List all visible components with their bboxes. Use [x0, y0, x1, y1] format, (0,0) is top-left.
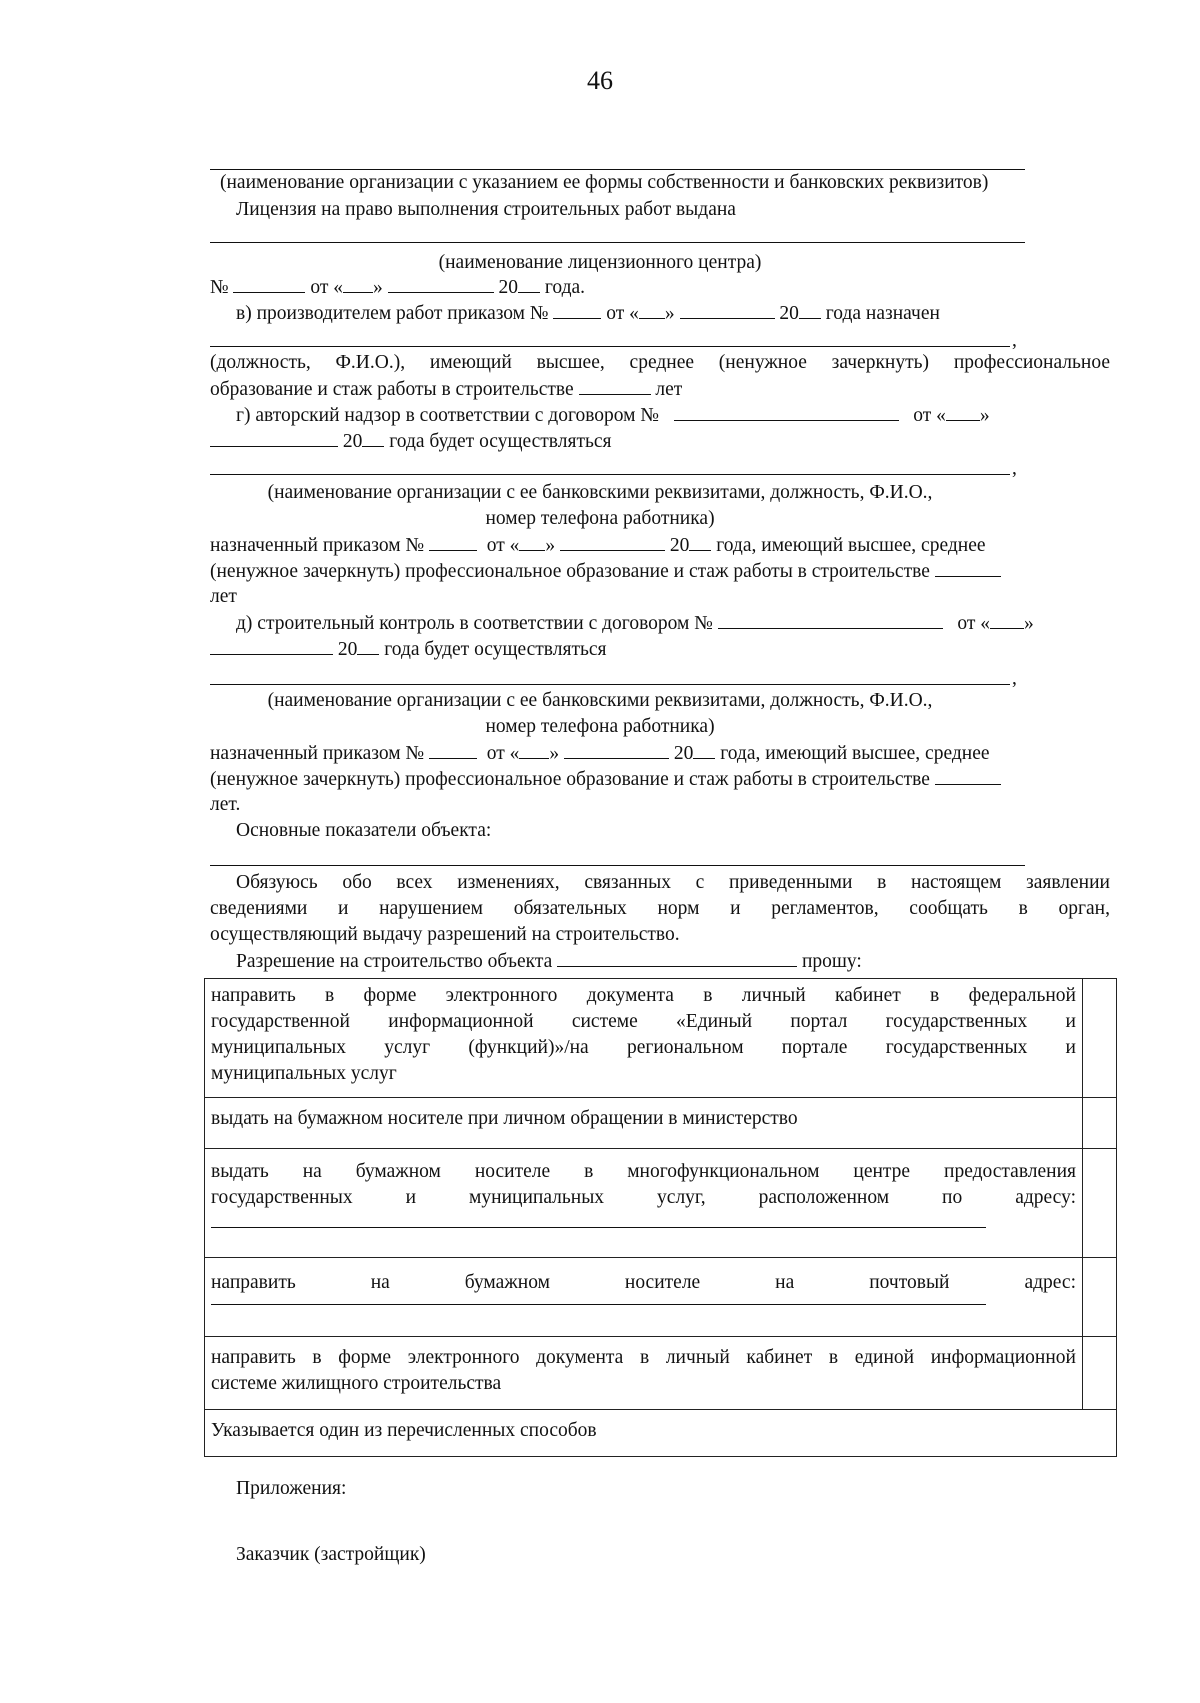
attachments-label: Приложения: — [236, 1478, 347, 1499]
license-line: Лицензия на право выполнения строительных работ выдана — [236, 199, 736, 220]
commitment-line3: осуществляющий выдачу разрешений на строительство. — [210, 924, 680, 945]
item-d-lead: д) строительный контроль в соответствии с договором № — [236, 613, 713, 634]
item-v-experience-field[interactable] — [579, 376, 651, 395]
item-g-appointed-month[interactable] — [560, 532, 665, 551]
option-text — [205, 1098, 1083, 1149]
delivery-options-table — [204, 978, 1117, 1457]
item-d-comma: , — [1012, 668, 1017, 689]
option-4-checkbox[interactable] — [1083, 1258, 1117, 1337]
item-v-line — [236, 300, 940, 327]
item-g-month[interactable] — [210, 428, 338, 447]
license-year-field[interactable] — [518, 274, 540, 293]
request-line — [236, 948, 862, 975]
item-v-line1: (должность, Ф.И.О.), имеющий высшее, среднее (ненужное зачеркнуть) профессиональное — [210, 352, 1110, 373]
item-d-year-field[interactable] — [357, 636, 379, 655]
item-g-tail: года будет осуществляться — [389, 431, 612, 452]
item-g-appointed-day[interactable] — [519, 532, 545, 551]
item-d-appointed-day[interactable] — [519, 740, 549, 759]
item-v-order-number[interactable] — [553, 300, 601, 319]
item-d-day[interactable] — [990, 610, 1024, 629]
item-v-line2 — [210, 376, 682, 403]
item-g-contract-number[interactable] — [674, 402, 899, 421]
item-d-appointed-a: назначенный приказом № — [210, 743, 425, 764]
option-text — [205, 1258, 1083, 1337]
option-5-checkbox[interactable] — [1083, 1337, 1117, 1410]
item-g-comma: , — [1012, 458, 1017, 479]
item-v-year: 20 — [779, 303, 799, 324]
option-row — [205, 1149, 1117, 1258]
item-d-appointed — [210, 740, 990, 767]
main-indicators-line — [210, 865, 1025, 866]
option-text — [205, 979, 1083, 1098]
license-number-line — [210, 274, 585, 301]
item-v-day[interactable] — [639, 300, 665, 319]
item-v-line2b: лет — [655, 379, 683, 400]
item-d-appointed-number[interactable] — [429, 740, 477, 759]
item-d-appointed-year-field[interactable] — [693, 740, 715, 759]
item-g-close: » — [979, 405, 990, 426]
option-1-line4: муниципальных услуг — [211, 1063, 397, 1084]
option-row — [205, 1337, 1117, 1410]
item-g-experience-field[interactable] — [935, 558, 1001, 577]
option-row — [205, 1098, 1117, 1149]
option-1-line3: муниципальных услуг (функций)»/на региональном портале государственных и — [211, 1037, 1076, 1058]
item-g-caption2: номер телефона работника) — [485, 508, 715, 529]
item-v-name-line — [210, 346, 1010, 347]
number-sign: № — [210, 277, 229, 298]
option-text — [205, 1337, 1083, 1410]
option-row — [205, 1258, 1117, 1337]
item-g-line — [236, 402, 990, 429]
option-1-line2: государственной информационной системе «Единый портал государственных и — [211, 1011, 1076, 1032]
request-object-field[interactable] — [557, 948, 797, 967]
item-v-ot: от « — [606, 303, 639, 324]
option-3-checkbox[interactable] — [1083, 1149, 1117, 1258]
item-d-org-line — [210, 684, 1010, 685]
item-d-year: 20 — [337, 639, 358, 660]
main-indicators: Основные показатели объекта: — [236, 820, 492, 841]
org-caption: (наименование организации с указанием ее формы собственности и банковских реквизитов) — [220, 172, 989, 193]
item-v-month[interactable] — [680, 300, 775, 319]
item-d-tail: года будет осуществляться — [384, 639, 607, 660]
item-v-year-field[interactable] — [799, 300, 821, 319]
item-d-close: » — [1023, 613, 1034, 634]
option-1-checkbox[interactable] — [1083, 979, 1117, 1098]
request-lead: Разрешение на строительство объекта — [236, 951, 553, 972]
item-g-appointed-close: » — [545, 535, 556, 556]
item-g-year-field[interactable] — [362, 428, 384, 447]
option-1-line1: направить в форме электронного документа в личный кабинет в федеральной — [211, 985, 1076, 1006]
item-d-line — [236, 610, 1034, 637]
item-g-lead: г) авторский надзор в соответствии с договором № — [236, 405, 659, 426]
item-g-line2 — [210, 428, 611, 455]
item-g-appointed-number[interactable] — [429, 532, 477, 551]
option-4-line1: направить на бумажном носителе на почтовый адрес: — [211, 1272, 1076, 1293]
item-d-appointed-year: 20 — [673, 743, 694, 764]
item-d-years: лет. — [210, 794, 241, 815]
customer-label: Заказчик (застройщик) — [236, 1544, 426, 1565]
item-d-ot: от « — [957, 613, 990, 634]
option-row — [205, 979, 1117, 1098]
item-v-comma: , — [1012, 330, 1017, 351]
license-day-field[interactable] — [343, 274, 373, 293]
item-g-appointed-tail: года, имеющий высшее, среднее — [716, 535, 986, 556]
options-note: Указывается один из перечисленных способов — [205, 1410, 1117, 1457]
item-g-appointed-ot: от « — [486, 535, 520, 556]
option-2-checkbox[interactable] — [1083, 1098, 1117, 1149]
option-5-line2: системе жилищного строительства — [211, 1373, 502, 1394]
license-number-field[interactable] — [233, 274, 305, 293]
date-open: от « — [310, 277, 343, 298]
item-d-appointed-tail: года, имеющий высшее, среднее — [720, 743, 990, 764]
item-d-appointed-close: » — [549, 743, 560, 764]
option-4-address-line[interactable] — [211, 1304, 986, 1305]
option-3-line1: выдать на бумажном носителе в многофункциональном центре предоставления — [211, 1161, 1076, 1182]
item-g-appointed — [210, 532, 986, 559]
item-d-experience-field[interactable] — [935, 766, 1001, 785]
license-center-line — [210, 242, 1025, 243]
commitment-line2: сведениями и нарушением обязательных норм и регламентов, сообщать в орган, — [210, 898, 1110, 919]
item-g-day[interactable] — [946, 402, 980, 421]
item-g-appointed-year: 20 — [669, 535, 690, 556]
item-d-appointed-ot: от « — [486, 743, 520, 764]
option-3-address-line[interactable] — [211, 1227, 986, 1228]
year-word: года. — [544, 277, 586, 298]
item-v-close: » — [664, 303, 675, 324]
item-d-line2 — [210, 636, 606, 663]
item-v-tail: года назначен — [825, 303, 940, 324]
page-number: 46 — [587, 66, 613, 95]
item-g-years: лет — [210, 586, 237, 607]
item-g-appointed-a: назначенный приказом № — [210, 535, 425, 556]
item-g-ot: от « — [913, 405, 946, 426]
item-g-appointed-year-field[interactable] — [689, 532, 711, 551]
item-d-caption1: (наименование организации с ее банковскими реквизитами, должность, Ф.И.О., — [267, 690, 933, 711]
option-text — [205, 1149, 1083, 1258]
commitment-line1: Обязуюсь обо всех изменениях, связанных с приведенными в настоящем заявлении — [236, 872, 1110, 893]
item-g-edu: (ненужное зачеркнуть) профессиональное образование и стаж работы в строительстве — [210, 561, 930, 582]
request-tail: прошу: — [801, 951, 862, 972]
item-v-line2a: образование и стаж работы в строительстве — [210, 379, 574, 400]
item-d-month[interactable] — [210, 636, 333, 655]
item-d-contract-number[interactable] — [718, 610, 943, 629]
item-d-edu: (ненужное зачеркнуть) профессиональное образование и стаж работы в строительстве — [210, 769, 930, 790]
option-3-line2: государственных и муниципальных услуг, расположенном по адресу: — [211, 1187, 1076, 1208]
item-g-org-line — [210, 474, 1010, 475]
year-prefix: 20 — [498, 277, 518, 298]
option-note-row — [205, 1410, 1117, 1457]
item-g-year: 20 — [342, 431, 363, 452]
license-center-caption: (наименование лицензионного центра) — [438, 252, 762, 273]
date-close: » — [373, 277, 383, 298]
item-v-lead: в) производителем работ приказом № — [236, 303, 549, 324]
option-5-line1: направить в форме электронного документа в личный кабинет в единой информационной — [211, 1347, 1076, 1368]
license-month-field[interactable] — [388, 274, 494, 293]
item-d-appointed-month[interactable] — [564, 740, 669, 759]
item-g-edu-line — [210, 558, 1001, 585]
item-d-edu-line — [210, 766, 1001, 793]
item-d-caption2: номер телефона работника) — [485, 716, 715, 737]
item-g-caption1: (наименование организации с ее банковскими реквизитами, должность, Ф.И.О., — [267, 482, 933, 503]
option-2-line1: выдать на бумажном носителе при личном обращении в министерство — [211, 1108, 798, 1129]
